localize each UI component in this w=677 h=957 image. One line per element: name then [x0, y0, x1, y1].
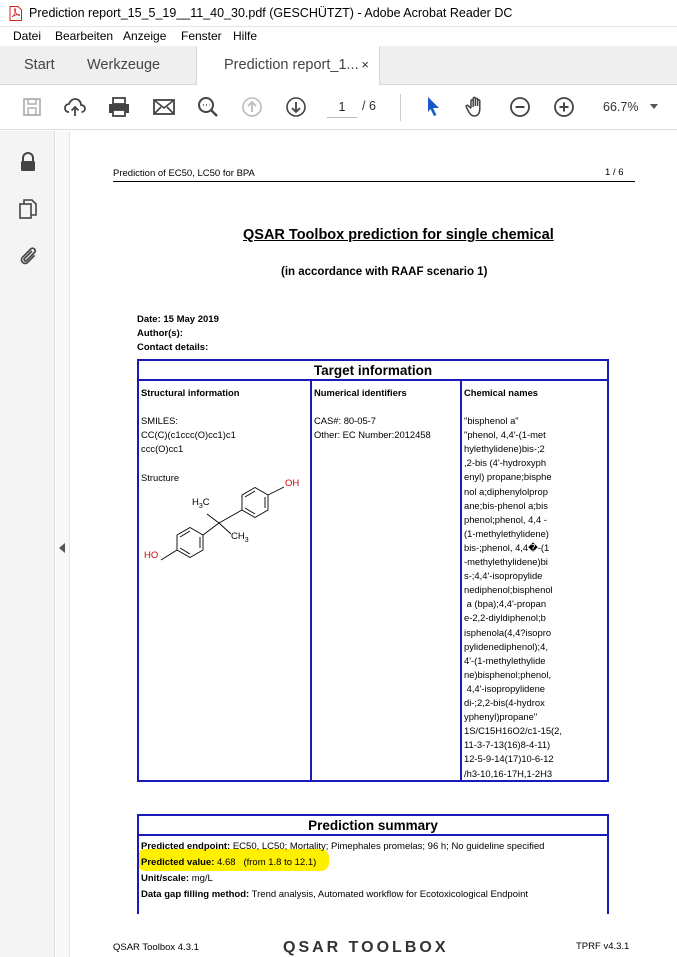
- predicted-endpoint-value: EC50, LC50; Mortality; Pimephales promelas; 96 h; No guideline specified: [232, 841, 545, 852]
- ec-number: Other: EC Number:2012458: [314, 429, 431, 440]
- tab-close-icon[interactable]: ×: [361, 57, 369, 72]
- target-info-heading: Target information: [139, 361, 607, 381]
- tab-document-label: Prediction report_1...: [224, 57, 359, 73]
- data-gap-method-value: Trend analysis, Automated workflow for Ecotoxicological Endpoint: [251, 889, 529, 900]
- chemical-name-line: ane;bis-phenol a;bis: [464, 499, 548, 511]
- footer-logo: QSAR TOOLBOX: [283, 939, 449, 956]
- upload-icon[interactable]: [62, 94, 88, 120]
- chemical-name-line: 1S/C15H16O2/c1-15(2,: [464, 725, 562, 737]
- numerical-identifiers-header: Numerical identifiers: [314, 387, 407, 398]
- page-header-title: Prediction of EC50, LC50 for BPA: [113, 168, 255, 179]
- oh-label-bottom: HO: [144, 550, 159, 561]
- menu-datei[interactable]: Datei: [13, 29, 42, 43]
- page-number-input[interactable]: 1: [327, 97, 357, 118]
- footer-template: TPRF v4.3.1: [576, 941, 630, 952]
- chemical-name-line: ,2-bis (4'-hydroxyph: [464, 457, 547, 469]
- chemical-name-line: isphenola(4,4?isopro: [464, 626, 552, 638]
- print-icon[interactable]: [106, 94, 132, 120]
- report-contact: Contact details:: [137, 342, 209, 353]
- smiles-label: SMILES:: [141, 415, 178, 426]
- predicted-value: 4.68 (from 1.8 to 12.1): [217, 857, 317, 868]
- mail-icon[interactable]: [151, 94, 177, 120]
- data-gap-method-row: [141, 889, 528, 900]
- page-up-icon[interactable]: [239, 94, 265, 120]
- report-authors: Author(s):: [137, 328, 183, 339]
- pdf-file-icon: [9, 6, 22, 21]
- chemical-name-line: "bisphenol a": [464, 415, 519, 426]
- target-information-table: [137, 359, 609, 782]
- unit-scale-value: mg/L: [191, 873, 213, 884]
- header-rule: [113, 181, 635, 182]
- chemical-name-line: 11-3-7-13(16)8-4-11): [464, 739, 551, 751]
- chemical-name-line: 12-5-9-14(17)10-6-12: [464, 753, 554, 765]
- footer-version: QSAR Toolbox 4.3.1: [113, 942, 199, 953]
- smiles-line-2: ccc(O)cc1: [141, 443, 184, 454]
- predicted-value-label: Predicted value:: [141, 857, 215, 868]
- document-subtitle: (in accordance with RAAF scenario 1): [281, 266, 488, 278]
- pdf-page: [70, 131, 677, 957]
- zoom-dropdown-arrow-icon[interactable]: [650, 104, 658, 109]
- chemical-name-line: (1-methylethylidene): [464, 527, 549, 539]
- tab-start[interactable]: Start: [24, 57, 55, 73]
- chemical-name-line: di-;2,2-bis(4-hydrox: [464, 697, 545, 708]
- tab-werkzeuge[interactable]: Werkzeuge: [87, 57, 161, 73]
- chemical-name-line: enyl) propane;bisphe: [464, 471, 552, 483]
- unit-scale-label: Unit/scale:: [141, 873, 190, 884]
- methyl-label-top: $H_3C$: [192, 497, 210, 510]
- chemical-name-line: 4'-(1-methylethylide: [464, 654, 546, 666]
- page-header-number: 1 / 6: [605, 167, 624, 178]
- window-title: Prediction report_15_5_19__11_40_30.pdf (GESCHÜTZT) - Adobe Acrobat Reader DC: [29, 6, 513, 20]
- chemical-name-line: bis-;phenol, 4,4�-(1: [464, 541, 550, 553]
- chemical-name-line: pylidenediphenol);4,: [464, 640, 548, 652]
- chemical-name-line: phenol;phenol, 4,4 -: [464, 513, 547, 525]
- menu-hilfe[interactable]: Hilfe: [233, 29, 258, 43]
- chemical-name-line: s-;4,4'-isopropylide: [464, 570, 543, 582]
- attachment-icon[interactable]: [17, 245, 39, 267]
- zoom-level[interactable]: 66.7%: [603, 100, 639, 114]
- chemical-name-line: nediphenol;bisphenol: [464, 584, 553, 596]
- left-panel: [0, 131, 55, 957]
- structural-info-header: Structural information: [141, 387, 240, 398]
- oh-label-top: OH: [285, 478, 300, 489]
- methyl-label-bottom: $CH_3$: [231, 531, 249, 544]
- chemical-name-line: "phenol, 4,4'-(1-met: [464, 429, 546, 441]
- chemical-name-line: e-2,2-diyldiphenol;b: [464, 612, 546, 624]
- unit-scale-row: [141, 873, 213, 884]
- predicted-value-row: [141, 857, 316, 868]
- chemical-name-line: a (bpa);4,4'-propan: [464, 598, 547, 610]
- structure-label: Structure: [141, 472, 180, 483]
- toolbar: [0, 85, 677, 130]
- menu-anzeige[interactable]: Anzeige: [123, 29, 167, 43]
- tab-bar: [0, 46, 677, 85]
- prediction-summary-table: [137, 814, 609, 914]
- chemical-name-line: -methylethylidene)bi: [464, 556, 548, 567]
- tab-document[interactable]: [196, 46, 380, 86]
- chemical-names-header: Chemical names: [464, 387, 538, 398]
- panel-collapse-toggle[interactable]: [56, 131, 70, 957]
- page-down-icon[interactable]: [283, 94, 309, 120]
- cas-number: CAS#: 80-05-7: [314, 415, 377, 426]
- document-title: QSAR Toolbox prediction for single chemical: [243, 227, 554, 243]
- title-bar: [0, 0, 677, 27]
- menu-fenster[interactable]: Fenster: [181, 29, 222, 43]
- chemical-name-line: 4,4'-isopropylidene: [464, 682, 546, 694]
- zoom-out-icon[interactable]: [507, 94, 533, 120]
- data-gap-method-label: Data gap filling method:: [141, 889, 250, 900]
- select-arrow-icon[interactable]: [420, 94, 446, 120]
- zoom-in-icon[interactable]: [551, 94, 577, 120]
- report-date: Date: 15 May 2019: [137, 314, 219, 325]
- predicted-endpoint-label: Predicted endpoint:: [141, 841, 231, 852]
- hand-icon[interactable]: [463, 94, 489, 120]
- menu-bearbeiten[interactable]: Bearbeiten: [55, 29, 114, 43]
- collapse-arrow-icon: [59, 543, 65, 553]
- chemical-name-line: yphenyl)propane": [464, 711, 538, 723]
- lock-icon[interactable]: [17, 151, 39, 173]
- chemical-name-line: ne)bisphenol;phenol,: [464, 668, 552, 680]
- toolbar-separator: [400, 94, 401, 121]
- chemical-name-line: hylethylidene)bis-;2: [464, 443, 545, 455]
- predicted-endpoint-row: [141, 841, 544, 852]
- smiles-line-1: CC(C)(c1ccc(O)cc1)c1: [141, 429, 236, 440]
- pages-icon[interactable]: [17, 198, 39, 220]
- chemical-name-line: /h3-10,16-17H,1-2H3: [464, 767, 553, 779]
- zoom-search-icon[interactable]: [195, 94, 221, 120]
- chemical-name-line: nol a;diphenylolprop: [464, 485, 548, 497]
- menu-bar: [0, 27, 677, 46]
- page-total: / 6: [362, 99, 376, 113]
- bisphenol-a-structure: [139, 479, 311, 579]
- prediction-summary-heading: Prediction summary: [139, 816, 607, 836]
- save-icon[interactable]: [19, 94, 45, 120]
